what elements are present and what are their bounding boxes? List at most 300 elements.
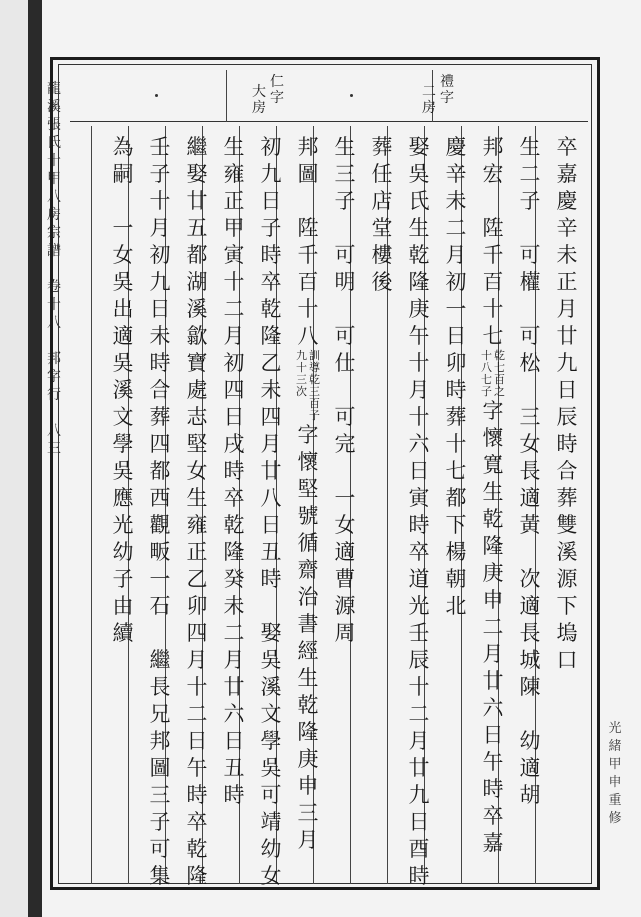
margin-glyph: 溪 (47, 99, 61, 115)
margin-glyph: 龍 (47, 81, 61, 97)
glyph: 葬 (371, 135, 393, 159)
glyph (330, 377, 360, 404)
glyph: 辰 (556, 405, 578, 429)
glyph: 廿 (260, 459, 282, 483)
glyph: 邦 (297, 135, 319, 159)
glyph: 日 (408, 459, 430, 483)
glyph: 正 (223, 189, 245, 213)
glyph: 任 (371, 162, 393, 186)
header-tag-right (422, 74, 456, 116)
glyph: 六 (408, 432, 430, 456)
glyph: 楊 (445, 540, 467, 564)
glyph: 吳 (260, 756, 282, 780)
glyph: 二 (519, 162, 541, 186)
glyph: 午 (186, 756, 208, 780)
glyph: 循 (297, 531, 319, 555)
glyph: 權 (519, 270, 541, 294)
glyph: 三 (334, 162, 356, 186)
glyph: 吳 (112, 351, 134, 375)
glyph: 未 (556, 243, 578, 267)
glyph: 石 (149, 594, 171, 618)
glyph: 光 (112, 513, 134, 537)
glyph: 源 (556, 567, 578, 591)
glyph: 申 (297, 774, 319, 798)
note-glyph: 導 (309, 361, 320, 374)
glyph: 時 (445, 378, 467, 402)
note-glyph: 三 (309, 385, 320, 398)
tag-glyph: 禮 (440, 74, 454, 90)
text-column-8 (293, 134, 323, 854)
note-glyph: 百 (309, 397, 320, 410)
glyph: 湖 (186, 270, 208, 294)
glyph: 丑 (223, 756, 245, 780)
glyph: 胡 (519, 783, 541, 807)
side-note (604, 720, 626, 828)
glyph: 日 (408, 810, 430, 834)
glyph: 乾 (260, 297, 282, 321)
glyph: 寅 (408, 486, 430, 510)
glyph: 一 (334, 486, 356, 510)
glyph: 長 (519, 459, 541, 483)
glyph: 庚 (482, 561, 504, 585)
glyph: 雙 (556, 513, 578, 537)
glyph: 寅 (223, 243, 245, 267)
header-tag-left (252, 74, 286, 116)
glyph: 二 (445, 216, 467, 240)
glyph (145, 620, 175, 647)
glyph: 適 (519, 756, 541, 780)
glyph: 葬 (445, 405, 467, 429)
glyph: 適 (519, 594, 541, 618)
margin-glyph: 甲 (47, 171, 61, 187)
glyph: 卒 (260, 270, 282, 294)
glyph: 八 (297, 324, 319, 348)
glyph: 女 (186, 459, 208, 483)
glyph: 時 (260, 567, 282, 591)
glyph: 日 (223, 729, 245, 753)
glyph: 周 (334, 621, 356, 645)
margin-glyph: 張 (47, 117, 61, 133)
glyph: 乾 (482, 507, 504, 531)
glyph: 邦 (149, 729, 171, 753)
glyph: 源 (334, 594, 356, 618)
glyph: 六 (482, 696, 504, 720)
glyph: 九 (260, 162, 282, 186)
glyph: 未 (223, 594, 245, 618)
side-note-glyph: 申 (608, 775, 622, 790)
glyph: 月 (260, 432, 282, 456)
text-column-11 (182, 134, 212, 890)
glyph: 月 (297, 828, 319, 852)
glyph: 字 (482, 399, 504, 423)
glyph: 十 (482, 297, 504, 321)
margin-glyph: 宗 (47, 225, 61, 241)
glyph: 日 (260, 513, 282, 537)
glyph: 女 (519, 432, 541, 456)
note-glyph: 子 (309, 409, 320, 422)
margin-glyph: 三 (47, 441, 61, 457)
glyph: 繼 (149, 648, 171, 672)
glyph: 廿 (186, 189, 208, 213)
glyph: 陞 (297, 216, 319, 240)
glyph: 日 (556, 378, 578, 402)
glyph: 店 (371, 189, 393, 213)
header-dot (155, 94, 158, 97)
glyph: 幼 (112, 540, 134, 564)
margin-glyph: 十 (47, 153, 61, 169)
glyph: 號 (297, 504, 319, 528)
glyph: 可 (519, 243, 541, 267)
tag-glyph: 大 (252, 84, 266, 100)
glyph: 日 (149, 297, 171, 321)
glyph: 初 (445, 270, 467, 294)
glyph: 宏 (482, 162, 504, 186)
text-column-6 (367, 134, 397, 296)
glyph: 卒 (556, 135, 578, 159)
glyph: 壬 (149, 135, 171, 159)
margin-glyph: 氏 (47, 135, 61, 151)
glyph: 畈 (149, 540, 171, 564)
glyph: 繼 (186, 135, 208, 159)
glyph: 時 (149, 351, 171, 375)
glyph: 戌 (223, 432, 245, 456)
glyph: 嘉 (556, 162, 578, 186)
glyph: 都 (149, 459, 171, 483)
glyph: 由 (112, 594, 134, 618)
glyph: 十 (186, 675, 208, 699)
note-glyph: 十 (481, 349, 492, 362)
glyph: 甲 (223, 216, 245, 240)
glyph: 次 (519, 567, 541, 591)
glyph: 長 (519, 621, 541, 645)
note-glyph: 七 (481, 373, 492, 386)
glyph: 城 (519, 648, 541, 672)
glyph: 子 (260, 216, 282, 240)
text-column-9 (256, 134, 286, 890)
glyph: 乙 (260, 351, 282, 375)
glyph: 陳 (519, 675, 541, 699)
glyph: 生 (223, 135, 245, 159)
glyph: 時 (482, 777, 504, 801)
glyph: 子 (149, 810, 171, 834)
glyph: 懷 (482, 426, 504, 450)
text-column-1 (552, 134, 582, 674)
text-column-4 (441, 134, 471, 620)
glyph: 嗣 (112, 162, 134, 186)
note-glyph: 十 (296, 361, 307, 374)
glyph: 一 (112, 216, 134, 240)
glyph (330, 296, 360, 323)
glyph: 可 (519, 324, 541, 348)
note-glyph: 乾 (309, 373, 320, 386)
text-column-10 (219, 134, 249, 809)
glyph: 癸 (223, 567, 245, 591)
glyph: 月 (445, 243, 467, 267)
glyph: 九 (556, 351, 578, 375)
note-glyph: 訓 (309, 349, 320, 362)
margin-glyph: 八 (47, 315, 61, 331)
glyph: 時 (408, 864, 430, 888)
glyph: 下 (556, 594, 578, 618)
tag-glyph: 仁 (270, 74, 284, 90)
note-glyph: 百 (494, 373, 505, 386)
glyph: 集 (149, 864, 171, 888)
glyph: 日 (260, 189, 282, 213)
glyph: 隆 (408, 270, 430, 294)
glyph: 月 (482, 642, 504, 666)
glyph: 五 (186, 216, 208, 240)
glyph: 生 (186, 486, 208, 510)
margin-glyph: 卷 (47, 279, 61, 295)
text-column-13 (108, 134, 138, 647)
margin-glyph: 房 (47, 207, 61, 223)
glyph: 四 (186, 621, 208, 645)
glyph (515, 539, 545, 566)
glyph: 三 (519, 405, 541, 429)
glyph: 乾 (186, 837, 208, 861)
glyph: 吳 (112, 270, 134, 294)
glyph: 九 (408, 783, 430, 807)
glyph: 圖 (149, 756, 171, 780)
glyph: 隆 (223, 540, 245, 564)
glyph: 下 (445, 513, 467, 537)
side-note-glyph: 修 (608, 811, 622, 826)
margin-glyph: 八 (47, 189, 61, 205)
glyph: 可 (149, 837, 171, 861)
glyph: 二 (186, 702, 208, 726)
glyph: 仕 (334, 351, 356, 375)
glyph: 幼 (519, 729, 541, 753)
margin-glyph: 邦 (47, 351, 61, 367)
side-note-glyph: 甲 (608, 757, 622, 772)
glyph: 月 (223, 324, 245, 348)
glyph: 都 (186, 243, 208, 267)
glyph: 北 (445, 594, 467, 618)
glyph: 十 (408, 675, 430, 699)
glyph: 四 (149, 432, 171, 456)
glyph: 觀 (149, 513, 171, 537)
note-glyph: 之 (494, 385, 505, 398)
glyph: 九 (149, 270, 171, 294)
glyph: 十 (408, 405, 430, 429)
glyph: 月 (149, 216, 171, 240)
glyph: 正 (186, 540, 208, 564)
tag-glyph: 二 (422, 84, 436, 100)
glyph: 陞 (482, 216, 504, 240)
glyph: 女 (260, 864, 282, 888)
glyph (515, 377, 545, 404)
glyph: 續 (112, 621, 134, 645)
glyph: 堂 (371, 216, 393, 240)
glyph: 邦 (482, 135, 504, 159)
glyph: 光 (408, 594, 430, 618)
glyph: 初 (223, 351, 245, 375)
glyph: 完 (334, 432, 356, 456)
note-glyph: 三 (296, 373, 307, 386)
glyph: 松 (519, 351, 541, 375)
glyph (108, 188, 138, 215)
glyph: 二 (223, 297, 245, 321)
glyph (293, 188, 323, 215)
glyph: 時 (556, 432, 578, 456)
glyph: 生 (482, 480, 504, 504)
glyph: 正 (556, 270, 578, 294)
glyph: 字 (297, 423, 319, 447)
glyph: 酉 (408, 837, 430, 861)
glyph: 百 (297, 270, 319, 294)
glyph: 庚 (297, 747, 319, 771)
glyph: 生 (297, 666, 319, 690)
glyph: 卯 (445, 351, 467, 375)
glyph: 二 (223, 621, 245, 645)
glyph: 月 (408, 729, 430, 753)
glyph: 文 (260, 702, 282, 726)
glyph: 道 (408, 567, 430, 591)
side-note-glyph: 光 (608, 721, 622, 736)
glyph: 長 (149, 675, 171, 699)
glyph: 日 (186, 729, 208, 753)
glyph: 日 (223, 405, 245, 429)
glyph: 時 (186, 783, 208, 807)
glyph: 寶 (186, 351, 208, 375)
glyph: 廿 (408, 756, 430, 780)
glyph: 未 (260, 378, 282, 402)
glyph: 雍 (223, 162, 245, 186)
glyph: 後 (371, 270, 393, 294)
glyph: 十 (408, 351, 430, 375)
glyph: 為 (112, 135, 134, 159)
glyph: 女 (112, 243, 134, 267)
note-glyph: 次 (296, 385, 307, 398)
glyph (478, 188, 508, 215)
glyph: 齋 (297, 558, 319, 582)
glyph: 三 (149, 783, 171, 807)
glyph: 葬 (149, 405, 171, 429)
glyph: 申 (482, 588, 504, 612)
glyph: 六 (223, 702, 245, 726)
glyph: 慶 (445, 135, 467, 159)
glyph: 隆 (482, 534, 504, 558)
glyph: 堅 (186, 432, 208, 456)
glyph: 黃 (519, 513, 541, 537)
glyph: 女 (334, 513, 356, 537)
text-column-2 (515, 134, 545, 809)
glyph: 一 (149, 567, 171, 591)
glyph: 日 (482, 723, 504, 747)
note-glyph: 乾 (494, 349, 505, 362)
glyph: 子 (112, 567, 134, 591)
glyph: 塢 (556, 621, 578, 645)
glyph: 一 (445, 297, 467, 321)
glyph: 學 (112, 432, 134, 456)
glyph: 乙 (186, 567, 208, 591)
glyph: 可 (260, 783, 282, 807)
glyph (256, 593, 286, 620)
glyph: 明 (334, 270, 356, 294)
glyph: 午 (482, 750, 504, 774)
glyph: 娶 (260, 621, 282, 645)
glyph: 庚 (408, 297, 430, 321)
glyph: 卒 (223, 486, 245, 510)
margin-glyph: 行 (47, 387, 61, 403)
glyph: 氏 (408, 189, 430, 213)
glyph: 可 (334, 243, 356, 267)
note-glyph: 七 (494, 361, 505, 374)
glyph: 雍 (186, 513, 208, 537)
glyph: 葬 (556, 486, 578, 510)
glyph: 朝 (445, 567, 467, 591)
column-rule (91, 126, 92, 884)
glyph: 治 (297, 585, 319, 609)
glyph: 應 (112, 486, 134, 510)
glyph: 午 (408, 324, 430, 348)
glyph: 八 (260, 486, 282, 510)
glyph: 生 (519, 135, 541, 159)
text-column-3 (478, 134, 508, 857)
side-note-glyph: 緒 (608, 739, 622, 754)
glyph: 溪 (112, 378, 134, 402)
tag-glyph: 房 (422, 100, 436, 116)
glyph: 辛 (556, 216, 578, 240)
glyph: 隆 (186, 864, 208, 888)
glyph: 十 (297, 297, 319, 321)
glyph: 廿 (556, 324, 578, 348)
glyph: 卒 (408, 540, 430, 564)
glyph: 適 (112, 324, 134, 348)
glyph: 月 (408, 378, 430, 402)
glyph: 生 (408, 216, 430, 240)
tag-glyph: 字 (270, 90, 284, 106)
glyph: 圖 (297, 162, 319, 186)
glyph: 壬 (408, 621, 430, 645)
margin-glyph: 八 (47, 423, 61, 439)
glyph: 幼 (260, 837, 282, 861)
glyph (515, 701, 545, 728)
glyph: 七 (482, 324, 504, 348)
glyph: 文 (112, 405, 134, 429)
glyph: 卒 (186, 810, 208, 834)
tag-glyph: 房 (252, 100, 266, 116)
glyph: 處 (186, 378, 208, 402)
glyph: 卯 (186, 594, 208, 618)
glyph: 時 (260, 243, 282, 267)
glyph: 十 (223, 270, 245, 294)
glyph: 時 (223, 783, 245, 807)
glyph: 時 (223, 459, 245, 483)
glyph: 書 (297, 612, 319, 636)
glyph: 千 (482, 243, 504, 267)
glyph: 乾 (297, 693, 319, 717)
note-glyph: 子 (481, 385, 492, 398)
header-band (70, 70, 588, 122)
glyph: 可 (334, 405, 356, 429)
glyph: 娶 (186, 162, 208, 186)
glyph: 生 (334, 135, 356, 159)
margin-glyph: 譜 (47, 243, 61, 259)
glyph: 懷 (297, 450, 319, 474)
text-column-7 (330, 134, 360, 647)
glyph: 靖 (260, 810, 282, 834)
glyph: 四 (223, 378, 245, 402)
text-column-5 (404, 134, 434, 890)
glyph: 溪 (556, 540, 578, 564)
text-column-12 (145, 134, 175, 890)
glyph: 時 (408, 513, 430, 537)
glyph: 出 (112, 297, 134, 321)
glyph: 月 (186, 648, 208, 672)
glyph: 兄 (149, 702, 171, 726)
glyph: 子 (149, 162, 171, 186)
